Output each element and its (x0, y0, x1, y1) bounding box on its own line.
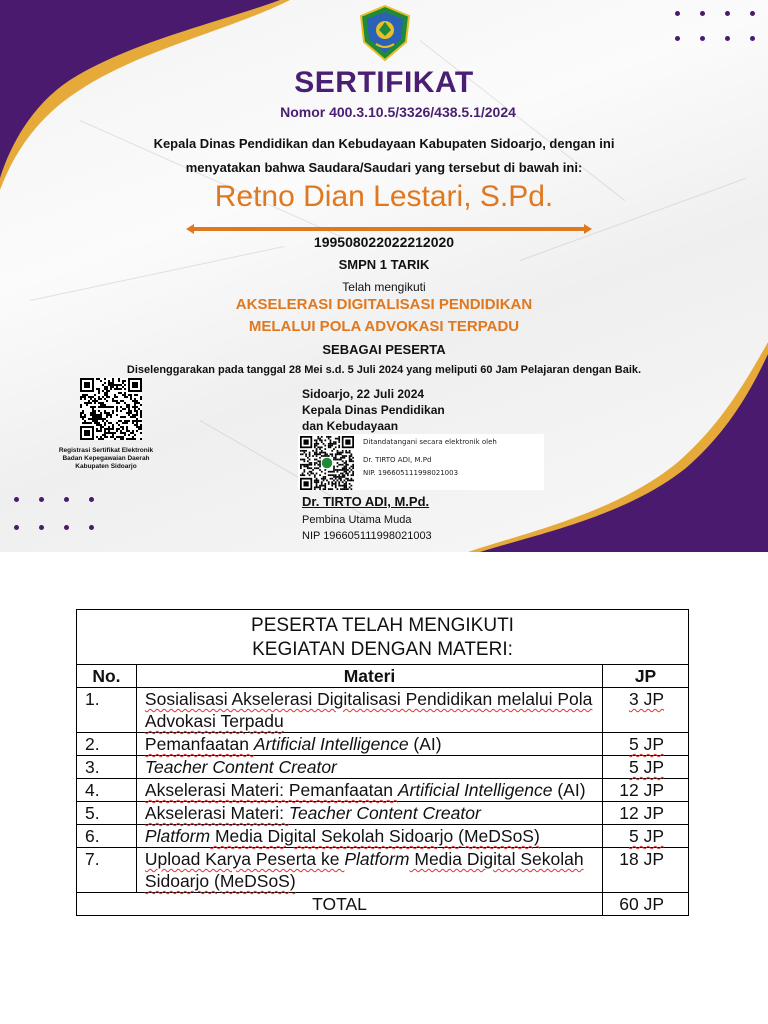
row-number: 3. (77, 756, 137, 779)
row-materi: Sosialisasi Akselerasi Digitalisasi Pendidikan melalui Pola Advokasi Terpadu (136, 688, 602, 733)
signer-name: Dr. TIRTO ADI, M.Pd. (302, 494, 430, 509)
table-caption: PESERTA TELAH MENGIKUTI KEGIATAN DENGAN MATERI: (77, 610, 689, 665)
row-jp: 12 JP (603, 802, 689, 825)
row-jp: 3 JP (603, 688, 689, 733)
row-jp: 5 JP (603, 733, 689, 756)
recipient-name: Retno Dian Lestari, S.Pd. (214, 180, 554, 213)
row-jp: 12 JP (603, 779, 689, 802)
row-jp: 5 JP (603, 756, 689, 779)
electronic-signature-box (298, 434, 544, 490)
electronic-signature-text: Ditandatangani secara elektronik oleh Dr. TIRTO ADI, M.Pd NIP. 196605111998021003 (363, 438, 497, 477)
row-number: 4. (77, 779, 137, 802)
row-number: 6. (77, 825, 137, 848)
event-title-line-2: MELALUI POLA ADVOKASI TERPADU (248, 318, 520, 335)
decorative-dots-top-right (675, 11, 755, 41)
recipient-school: SMPN 1 TARIK (338, 257, 430, 272)
table-row (77, 688, 689, 733)
signature-heading (302, 386, 445, 434)
sign-place-date: Sidoarjo, 22 Juli 2024 (302, 387, 425, 401)
table-total-row (77, 893, 689, 916)
table-row (77, 802, 689, 825)
total-label: TOTAL (77, 893, 603, 916)
row-materi: Teacher Content Creator (136, 756, 602, 779)
total-jp: 60 JP (603, 893, 689, 916)
table-row (77, 733, 689, 756)
row-number: 1. (77, 688, 137, 733)
table-row (77, 848, 689, 893)
event-title-line-1: AKSELERASI DIGITALISASI PENDIDIKAN (235, 296, 533, 313)
row-materi: Pemanfaatan Artificial Intelligence (AI) (136, 733, 602, 756)
table-row (77, 825, 689, 848)
row-jp: 5 JP (603, 825, 689, 848)
header-materi: Materi (136, 665, 602, 688)
event-dates: Diselenggarakan pada tanggal 28 Mei s.d. 5 Juli 2024 yang meliputi 60 Jam Pelajaran dengan Baik. (126, 364, 642, 376)
registration-text: Registrasi Sertifikat Elektronik Badan Kepegawaian Daerah Kabupaten Sidoarjo (58, 447, 154, 470)
sign-office-line-1: Kepala Dinas Pendidikan (302, 403, 445, 417)
row-materi: Platform Media Digital Sekolah Sidoarjo (MeDSoS) (136, 825, 602, 848)
row-materi: Akselerasi Materi: Teacher Content Creator (136, 802, 602, 825)
table-caption-row (77, 610, 689, 665)
row-materi: Upload Karya Peserta ke Platform Media Digital Sekolah Sidoarjo (MeDSoS) (136, 848, 602, 893)
row-jp: 18 JP (603, 848, 689, 893)
certificate-title: SERTIFIKAT (294, 66, 474, 99)
table-row (77, 779, 689, 802)
row-materi: Akselerasi Materi: Pemanfaatan Artificial Intelligence (AI) (136, 779, 602, 802)
table-row (77, 756, 689, 779)
sign-office-line-2: dan Kebudayaan (302, 419, 399, 433)
signer-rank: Pembina Utama Muda (302, 514, 412, 526)
header-no: No. (77, 665, 137, 688)
row-number: 2. (77, 733, 137, 756)
intro-line-1: Kepala Dinas Pendidikan dan Kebudayaan Kabupaten Sidoarjo, dengan ini (153, 136, 615, 151)
signer-nip: NIP 196605111998021003 (302, 530, 432, 542)
signature-qr-code-icon (300, 436, 354, 490)
table-header-row (77, 665, 689, 688)
materi-table (76, 609, 689, 916)
sidoarjo-emblem-icon (358, 4, 412, 62)
row-number: 5. (77, 802, 137, 825)
header-jp: JP (603, 665, 689, 688)
certificate-number: Nomor 400.3.10.5/3326/438.5.1/2024 (280, 104, 516, 120)
followed-label: Telah mengikuti (342, 280, 426, 294)
intro-line-2: menyatakan bahwa Saudara/Saudari yang tersebut di bawah ini: (185, 160, 583, 175)
decorative-dots-bottom-left (14, 497, 94, 530)
participant-role: SEBAGAI PESERTA (322, 342, 446, 357)
registration-qr-code-icon (80, 378, 142, 440)
row-number: 7. (77, 848, 137, 893)
recipient-nip: 199508022022212020 (313, 234, 455, 250)
